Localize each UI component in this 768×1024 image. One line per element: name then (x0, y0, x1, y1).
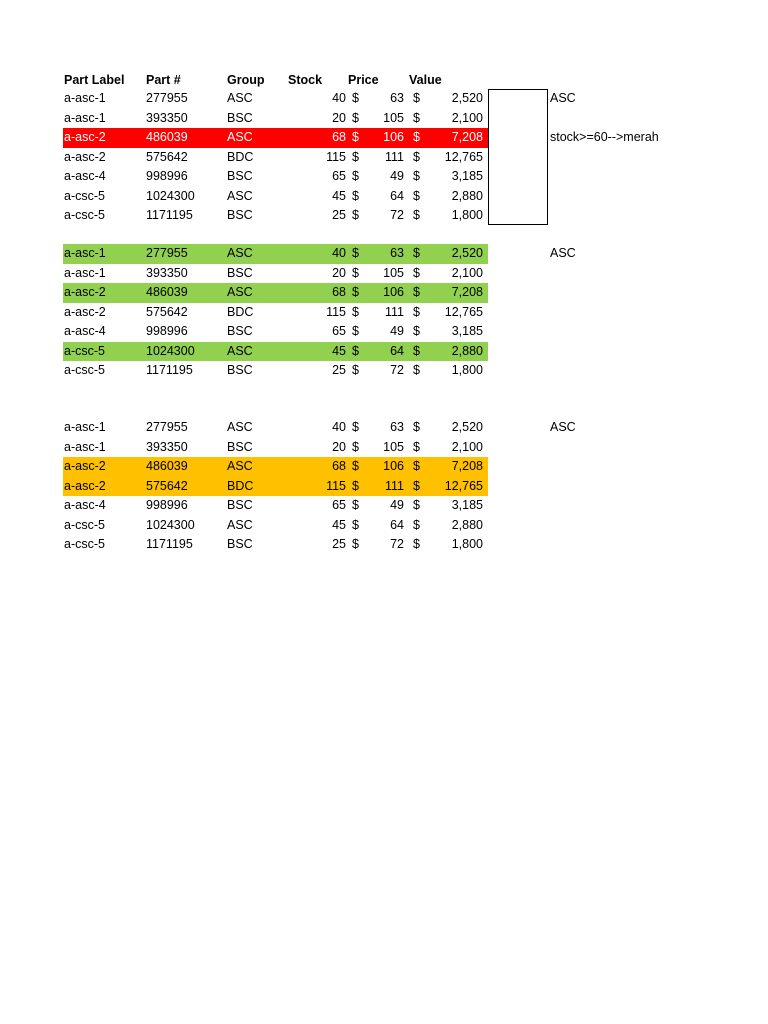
part-label-cell: a-asc-4 (64, 169, 106, 183)
currency-symbol: $ (352, 537, 359, 551)
stock-cell: 45 (332, 517, 346, 532)
table-row (63, 496, 488, 516)
group-cell: ASC (227, 130, 253, 144)
currency-symbol: $ (352, 459, 359, 473)
group-cell: BSC (227, 324, 253, 338)
price-cell: 72 (390, 208, 404, 222)
table-row (63, 283, 488, 303)
price-cell: 63 (390, 246, 404, 260)
header-part-number: Part # (146, 73, 181, 87)
currency-symbol: $ (413, 478, 420, 493)
part-label-cell: a-csc-5 (64, 517, 105, 532)
price-cell: 64 (390, 343, 404, 358)
currency-symbol: $ (413, 343, 420, 358)
part-label-cell: a-asc-1 (64, 110, 106, 125)
value-cell: 12,765 (444, 149, 483, 164)
part-label-cell: a-asc-1 (64, 246, 106, 260)
price-cell: 63 (390, 420, 404, 434)
value-cell: 2,880 (451, 188, 483, 203)
currency-symbol: $ (413, 246, 420, 260)
price-cell: 72 (390, 363, 404, 377)
part-number-cell: 486039 (146, 130, 188, 144)
group-cell: BSC (227, 265, 253, 280)
value-cell: 2,880 (451, 343, 483, 358)
currency-symbol: $ (413, 498, 420, 512)
group-cell: BDC (227, 149, 254, 164)
part-label-cell: a-csc-5 (64, 343, 105, 358)
group-cell: BSC (227, 363, 253, 377)
part-number-cell: 1024300 (146, 343, 195, 358)
group-cell: ASC (227, 188, 253, 203)
group-cell: ASC (227, 285, 253, 299)
price-cell: 106 (383, 459, 404, 473)
stock-cell: 115 (326, 149, 346, 164)
header-part-label: Part Label (64, 73, 125, 87)
currency-symbol: $ (352, 324, 359, 338)
price-cell: 106 (383, 130, 404, 144)
currency-symbol: $ (352, 149, 359, 164)
currency-symbol: $ (413, 304, 420, 319)
value-cell: 7,208 (451, 459, 483, 473)
part-label-cell: a-asc-2 (64, 459, 106, 473)
table-row (63, 89, 488, 109)
part-number-cell: 277955 (146, 420, 188, 434)
stock-cell: 20 (332, 265, 346, 280)
stock-cell: 65 (332, 498, 346, 512)
group-cell: BSC (227, 110, 253, 125)
part-label-cell: a-asc-4 (64, 498, 106, 512)
price-cell: 105 (383, 439, 404, 454)
part-number-cell: 277955 (146, 246, 188, 260)
currency-symbol: $ (352, 478, 359, 493)
table-row (63, 438, 488, 458)
group-cell: ASC (227, 246, 253, 260)
group-cell: BDC (227, 304, 254, 319)
group-cell: ASC (227, 517, 253, 532)
currency-symbol: $ (352, 439, 359, 454)
price-cell: 64 (390, 188, 404, 203)
part-number-cell: 998996 (146, 498, 188, 512)
table-row (63, 418, 488, 438)
part-number-cell: 1024300 (146, 517, 195, 532)
part-number-cell: 486039 (146, 285, 188, 299)
value-cell: 1,800 (451, 363, 483, 377)
currency-symbol: $ (352, 208, 359, 222)
value-cell: 2,880 (451, 517, 483, 532)
table-row (63, 148, 488, 168)
currency-symbol: $ (352, 498, 359, 512)
currency-symbol: $ (413, 110, 420, 125)
group-cell: BDC (227, 478, 254, 493)
currency-symbol: $ (352, 517, 359, 532)
table-row (63, 361, 488, 381)
currency-symbol: $ (413, 363, 420, 377)
part-number-cell: 486039 (146, 459, 188, 473)
currency-symbol: $ (413, 188, 420, 203)
currency-symbol: $ (413, 420, 420, 434)
group-cell: BSC (227, 498, 253, 512)
header-value: Value (409, 73, 442, 87)
price-cell: 105 (383, 265, 404, 280)
currency-symbol: $ (413, 537, 420, 551)
value-cell: 2,100 (451, 110, 483, 125)
group-cell: BSC (227, 169, 253, 183)
currency-symbol: $ (352, 343, 359, 358)
currency-symbol: $ (413, 149, 420, 164)
price-cell: 72 (390, 537, 404, 551)
table-row (63, 206, 488, 226)
price-cell: 49 (390, 498, 404, 512)
currency-symbol: $ (413, 208, 420, 222)
part-number-cell: 998996 (146, 324, 188, 338)
value-cell: 2,520 (451, 91, 483, 105)
currency-symbol: $ (413, 517, 420, 532)
currency-symbol: $ (413, 169, 420, 183)
stock-cell: 20 (332, 110, 346, 125)
group-cell: ASC (227, 91, 253, 105)
group-cell: BSC (227, 439, 253, 454)
note-asc-2: ASC (550, 246, 576, 260)
part-number-cell: 1171195 (146, 363, 193, 377)
part-label-cell: a-asc-1 (64, 91, 106, 105)
part-label-cell: a-csc-5 (64, 208, 105, 222)
value-cell: 1,800 (451, 537, 483, 551)
value-cell: 12,765 (444, 478, 483, 493)
part-label-cell: a-csc-5 (64, 363, 105, 377)
part-label-cell: a-csc-5 (64, 537, 105, 551)
price-cell: 111 (384, 304, 404, 319)
part-number-cell: 393350 (146, 265, 188, 280)
header-price: Price (348, 73, 379, 87)
currency-symbol: $ (413, 324, 420, 338)
part-number-cell: 277955 (146, 91, 188, 105)
value-cell: 1,800 (451, 208, 483, 222)
group-cell: ASC (227, 420, 253, 434)
stock-cell: 68 (332, 285, 346, 299)
currency-symbol: $ (413, 459, 420, 473)
table-row (63, 457, 488, 477)
group-cell: ASC (227, 459, 253, 473)
table-row (63, 477, 488, 497)
note-asc-3: ASC (550, 420, 576, 434)
price-cell: 49 (390, 324, 404, 338)
note-asc-1: ASC (550, 91, 576, 105)
value-cell: 2,100 (451, 439, 483, 454)
header-stock: Stock (288, 73, 323, 87)
stock-cell: 68 (332, 130, 346, 144)
currency-symbol: $ (352, 246, 359, 260)
stock-cell: 40 (332, 420, 346, 434)
currency-symbol: $ (352, 304, 359, 319)
stock-cell: 115 (326, 478, 346, 493)
value-cell: 12,765 (444, 304, 483, 319)
stock-cell: 25 (332, 208, 346, 222)
part-label-cell: a-asc-1 (64, 420, 106, 434)
currency-symbol: $ (413, 285, 420, 299)
price-cell: 111 (384, 149, 404, 164)
currency-symbol: $ (352, 130, 359, 144)
price-cell: 106 (383, 285, 404, 299)
price-cell: 63 (390, 91, 404, 105)
currency-symbol: $ (413, 439, 420, 454)
currency-symbol: $ (413, 130, 420, 144)
value-cell: 2,520 (451, 420, 483, 434)
table-row (63, 167, 488, 187)
stock-cell: 40 (332, 246, 346, 260)
stock-cell: 25 (332, 537, 346, 551)
value-cell: 3,185 (451, 169, 483, 183)
table-row (63, 303, 488, 323)
value-cell: 7,208 (451, 285, 483, 299)
group-cell: ASC (227, 343, 253, 358)
table-row (63, 535, 488, 555)
part-label-cell: a-asc-2 (64, 130, 106, 144)
part-number-cell: 1024300 (146, 188, 195, 203)
part-number-cell: 393350 (146, 439, 188, 454)
currency-symbol: $ (352, 285, 359, 299)
part-label-cell: a-asc-4 (64, 324, 106, 338)
value-cell: 2,100 (451, 265, 483, 280)
table-row (63, 264, 488, 284)
table-row (63, 342, 488, 362)
stock-cell: 45 (332, 188, 346, 203)
price-cell: 49 (390, 169, 404, 183)
group-cell: BSC (227, 537, 253, 551)
part-label-cell: a-asc-2 (64, 304, 106, 319)
stock-cell: 20 (332, 439, 346, 454)
part-number-cell: 575642 (146, 149, 188, 164)
table-row (63, 516, 488, 536)
part-label-cell: a-asc-2 (64, 478, 106, 493)
currency-symbol: $ (352, 169, 359, 183)
currency-symbol: $ (352, 265, 359, 280)
value-cell: 2,520 (451, 246, 483, 260)
table-row (63, 244, 488, 264)
part-label-cell: a-asc-1 (64, 265, 106, 280)
table-row (63, 128, 488, 148)
currency-symbol: $ (352, 188, 359, 203)
table-row (63, 322, 488, 342)
part-number-cell: 998996 (146, 169, 188, 183)
part-number-cell: 575642 (146, 304, 188, 319)
stock-cell: 45 (332, 343, 346, 358)
part-number-cell: 575642 (146, 478, 188, 493)
stock-cell: 115 (326, 304, 346, 319)
part-number-cell: 393350 (146, 110, 188, 125)
part-label-cell: a-csc-5 (64, 188, 105, 203)
stock-cell: 40 (332, 91, 346, 105)
group-cell: BSC (227, 208, 253, 222)
value-cell: 7,208 (451, 130, 483, 144)
price-cell: 105 (383, 110, 404, 125)
outlined-cell-range (488, 89, 548, 225)
part-label-cell: a-asc-1 (64, 439, 106, 454)
header-group: Group (227, 73, 265, 87)
part-number-cell: 1171195 (146, 537, 193, 551)
note-condition: stock>=60-->merah (550, 130, 659, 144)
currency-symbol: $ (352, 363, 359, 377)
stock-cell: 65 (332, 169, 346, 183)
currency-symbol: $ (352, 91, 359, 105)
price-cell: 64 (390, 517, 404, 532)
table-row (63, 109, 488, 129)
stock-cell: 68 (332, 459, 346, 473)
stock-cell: 25 (332, 363, 346, 377)
stock-cell: 65 (332, 324, 346, 338)
value-cell: 3,185 (451, 498, 483, 512)
price-cell: 111 (384, 478, 404, 493)
part-label-cell: a-asc-2 (64, 149, 106, 164)
currency-symbol: $ (352, 110, 359, 125)
part-number-cell: 1171195 (146, 208, 193, 222)
currency-symbol: $ (413, 91, 420, 105)
currency-symbol: $ (352, 420, 359, 434)
value-cell: 3,185 (451, 324, 483, 338)
currency-symbol: $ (413, 265, 420, 280)
part-label-cell: a-asc-2 (64, 285, 106, 299)
table-row (63, 187, 488, 207)
